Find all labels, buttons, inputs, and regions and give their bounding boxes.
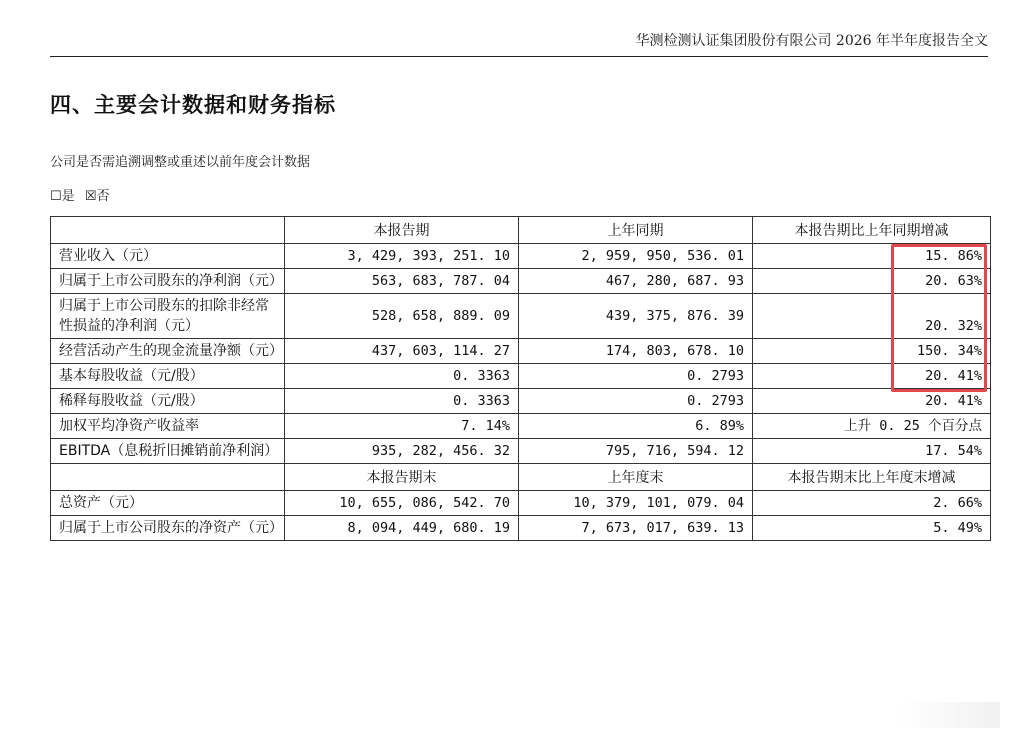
table-header-row [51, 464, 991, 491]
header-cell: 上年同期 [519, 217, 753, 244]
row-label: 总资产（元） [51, 491, 285, 516]
header-cell: 本报告期末比上年度末增减 [753, 464, 991, 491]
checkbox-empty-icon: ☐ [50, 189, 62, 204]
prior-value: 7, 673, 017, 639. 13 [519, 516, 753, 541]
table-row [51, 439, 991, 464]
header-cell: 上年度末 [519, 464, 753, 491]
change-value: 20. 41% [753, 364, 991, 389]
financial-indicators-table [50, 216, 991, 541]
current-value: 0. 3363 [285, 389, 519, 414]
option-yes-label: 是 [61, 189, 75, 204]
prior-value: 0. 2793 [519, 364, 753, 389]
row-label: 稀释每股收益（元/股） [51, 389, 285, 414]
current-value: 437, 603, 114. 27 [285, 339, 519, 364]
watermark-overlay [900, 702, 1000, 728]
restatement-note: 公司是否需追溯调整或重述以前年度会计数据 [50, 155, 311, 170]
change-value: 150. 34% [753, 339, 991, 364]
table-row [51, 339, 991, 364]
row-label: 经营活动产生的现金流量净额（元） [51, 339, 285, 364]
row-label: EBITDA（息税折旧摊销前净利润） [51, 439, 285, 464]
table-header-row [51, 217, 991, 244]
prior-value: 467, 280, 687. 93 [519, 269, 753, 294]
row-label: 基本每股收益（元/股） [51, 364, 285, 389]
table-row [51, 364, 991, 389]
highlight-box [891, 244, 987, 392]
row-label: 归属于上市公司股东的净资产（元） [51, 516, 285, 541]
prior-value: 0. 2793 [519, 389, 753, 414]
current-value: 563, 683, 787. 04 [285, 269, 519, 294]
table-row [51, 244, 991, 269]
header-cell: 本报告期比上年同期增减 [753, 217, 991, 244]
prior-value: 2, 959, 950, 536. 01 [519, 244, 753, 269]
header-cell [51, 217, 285, 244]
header-cell [51, 464, 285, 491]
change-value: 20. 32% [753, 294, 991, 339]
current-value: 10, 655, 086, 542. 70 [285, 491, 519, 516]
current-value: 935, 282, 456. 32 [285, 439, 519, 464]
row-label: 归属于上市公司股东的扣除非经常性损益的净利润（元） [51, 294, 285, 339]
prior-value: 795, 716, 594. 12 [519, 439, 753, 464]
header-cell: 本报告期 [285, 217, 519, 244]
report-title: 华测检测认证集团股份有限公司 2026 年半年度报告全文 [635, 33, 988, 49]
current-value: 0. 3363 [285, 364, 519, 389]
prior-value: 10, 379, 101, 079. 04 [519, 491, 753, 516]
report-header [50, 30, 988, 57]
change-value: 上升 0. 25 个百分点 [753, 414, 991, 439]
current-value: 7. 14% [285, 414, 519, 439]
table-row [51, 389, 991, 414]
change-value: 15. 86% [753, 244, 991, 269]
restatement-options [50, 185, 109, 204]
current-value: 528, 658, 889. 09 [285, 294, 519, 339]
checkbox-checked-icon: ☒ [84, 189, 97, 204]
option-no-label: 否 [96, 189, 110, 204]
table-row [51, 491, 991, 516]
prior-value: 439, 375, 876. 39 [519, 294, 753, 339]
row-label: 归属于上市公司股东的净利润（元） [51, 269, 285, 294]
change-value: 2. 66% [753, 491, 991, 516]
change-value: 5. 49% [753, 516, 991, 541]
change-value: 20. 41% [753, 389, 991, 414]
row-label: 加权平均净资产收益率 [51, 414, 285, 439]
current-value: 3, 429, 393, 251. 10 [285, 244, 519, 269]
row-label: 营业收入（元） [51, 244, 285, 269]
current-value: 8, 094, 449, 680. 19 [285, 516, 519, 541]
prior-value: 174, 803, 678. 10 [519, 339, 753, 364]
table-row [51, 414, 991, 439]
header-cell: 本报告期末 [285, 464, 519, 491]
table-row [51, 294, 991, 339]
change-value: 17. 54% [753, 439, 991, 464]
prior-value: 6. 89% [519, 414, 753, 439]
change-value: 20. 63% [753, 269, 991, 294]
table-row [51, 269, 991, 294]
table-row [51, 516, 991, 541]
section-title: 四、主要会计数据和财务指标 [50, 93, 336, 117]
